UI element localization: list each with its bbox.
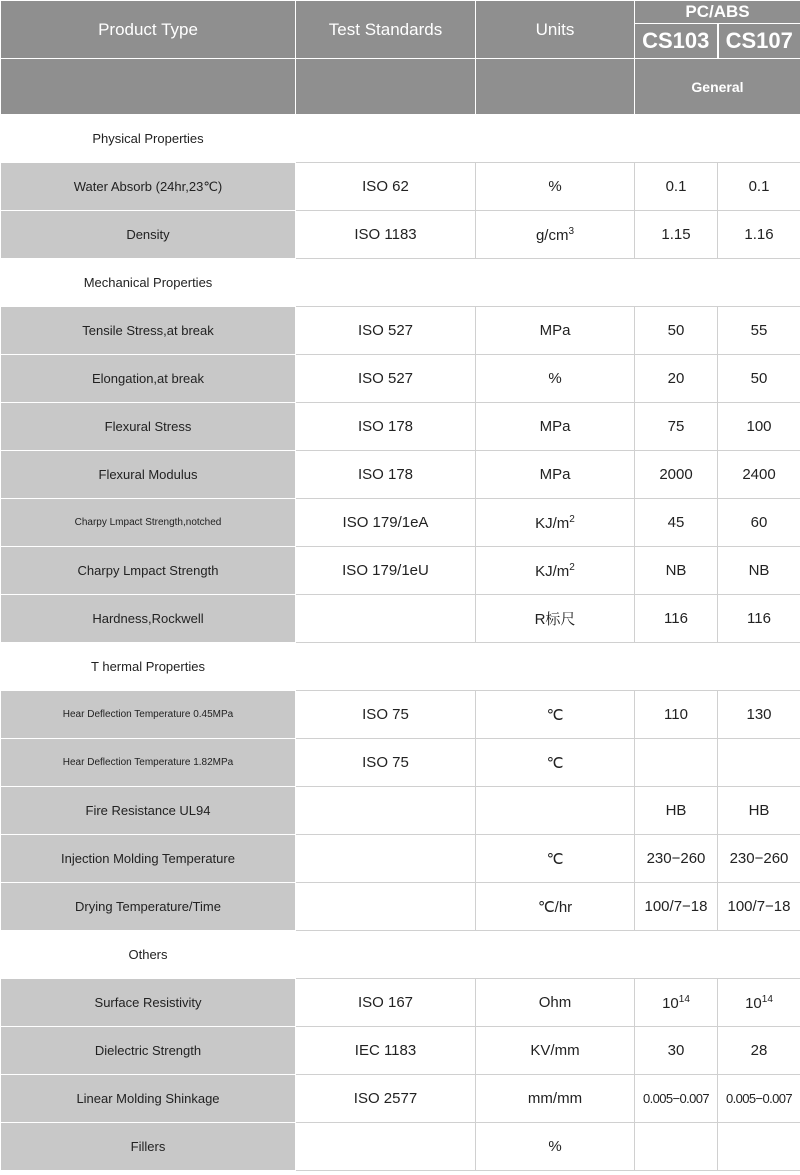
unit xyxy=(476,499,635,547)
value-cs103-text: 10 xyxy=(662,994,679,1012)
unit-text: ℃ xyxy=(546,706,564,724)
property-name xyxy=(1,547,296,595)
section-title: Others xyxy=(128,947,168,962)
unit xyxy=(476,451,635,499)
table-row xyxy=(1,739,800,787)
property-name xyxy=(1,835,296,883)
material-name: PC/ABS xyxy=(635,1,800,24)
value-cs103-text: 45 xyxy=(667,514,685,531)
section-spacer xyxy=(296,115,800,163)
table-row xyxy=(1,499,800,547)
test-standard xyxy=(296,1027,476,1075)
table-row xyxy=(1,787,800,835)
header-blank-3 xyxy=(476,59,635,115)
table-row xyxy=(1,451,800,499)
value-cs103-text: 230−260 xyxy=(646,850,706,867)
value-cs103-text: HB xyxy=(665,802,687,819)
unit xyxy=(476,547,635,595)
unit-text: MPa xyxy=(539,418,571,435)
test-standard xyxy=(296,691,476,739)
property-name xyxy=(1,979,296,1027)
property-name xyxy=(1,451,296,499)
table-row xyxy=(1,403,800,451)
value-cs107-text: 10 xyxy=(745,994,762,1012)
unit-text: % xyxy=(548,370,562,387)
value-cs103 xyxy=(635,307,718,355)
section-title: Physical Properties xyxy=(92,131,204,146)
test-standard-text: ISO 62 xyxy=(362,178,409,195)
section-spacer xyxy=(296,259,800,307)
value-cs103-text: 116 xyxy=(664,610,688,627)
header-product-type: Product Type xyxy=(1,1,296,59)
value-cs107-text: 130 xyxy=(746,706,772,723)
value-cs107-text: NB xyxy=(748,562,770,579)
section-row xyxy=(1,115,800,163)
header-test-standards: Test Standards xyxy=(296,1,476,59)
value-cs103 xyxy=(635,739,718,787)
header-subrow xyxy=(1,59,800,115)
test-standard xyxy=(296,1075,476,1123)
property-name xyxy=(1,691,296,739)
value-cs107 xyxy=(718,739,800,787)
value-cs107 xyxy=(718,1123,800,1171)
value-cs107-text: 100/7−18 xyxy=(727,898,791,915)
property-name-text: Fire Resistance UL94 xyxy=(85,803,211,818)
test-standard xyxy=(296,307,476,355)
property-name xyxy=(1,1123,296,1171)
value-cs103 xyxy=(635,979,718,1027)
value-cs107-text: 2400 xyxy=(742,466,776,483)
unit xyxy=(476,355,635,403)
property-name xyxy=(1,1027,296,1075)
value-cs103 xyxy=(635,211,718,259)
property-name-text: Tensile Stress,at break xyxy=(82,323,214,338)
value-cs107 xyxy=(718,1075,800,1123)
test-standard xyxy=(296,355,476,403)
property-name xyxy=(1,787,296,835)
value-cs107 xyxy=(718,451,800,499)
section-row xyxy=(1,931,800,979)
unit-text: MPa xyxy=(539,466,571,483)
test-standard xyxy=(296,835,476,883)
value-cs103 xyxy=(635,499,718,547)
test-standard-text: ISO 167 xyxy=(357,994,414,1011)
property-name-text: Flexural Modulus xyxy=(98,467,198,482)
value-cs107-text: 28 xyxy=(750,1042,768,1059)
value-cs103 xyxy=(635,1027,718,1075)
value-cs103 xyxy=(635,1123,718,1171)
unit-text: R标尺 xyxy=(534,611,576,628)
test-standard-text: ISO 178 xyxy=(357,418,414,435)
value-cs103 xyxy=(635,835,718,883)
unit xyxy=(476,403,635,451)
value-cs103 xyxy=(635,451,718,499)
table-row xyxy=(1,355,800,403)
header-row xyxy=(1,1,800,59)
unit-text: % xyxy=(548,1138,562,1155)
value-cs107-text: 50 xyxy=(750,370,768,387)
property-name-text: Injection Molding Temperature xyxy=(61,851,235,866)
value-cs103-text: 100/7−18 xyxy=(644,898,708,915)
property-name-text: Linear Molding Shinkage xyxy=(76,1091,220,1106)
value-cs103-text: 0.005−0.007 xyxy=(642,1091,710,1106)
table-row xyxy=(1,307,800,355)
value-cs107-text: HB xyxy=(748,802,770,819)
test-standard xyxy=(296,595,476,643)
value-cs103 xyxy=(635,883,718,931)
value-cs107 xyxy=(718,211,800,259)
test-standard xyxy=(296,451,476,499)
property-name-text: Hear Deflection Temperature 0.45MPa xyxy=(62,709,234,720)
test-standard-text: ISO 1183 xyxy=(354,226,417,243)
unit xyxy=(476,595,635,643)
value-cs103-text: 2000 xyxy=(659,466,693,483)
property-name-text: Charpy Lmpact Strength xyxy=(77,563,219,578)
unit-text: KJ/m xyxy=(535,514,570,532)
property-name-text: Elongation,at break xyxy=(91,371,205,386)
table-row xyxy=(1,979,800,1027)
value-cs103 xyxy=(635,163,718,211)
value-cs107-text: 1.16 xyxy=(744,226,774,243)
table-row xyxy=(1,595,800,643)
unit-text: KV/mm xyxy=(530,1042,580,1059)
property-name-text: Fillers xyxy=(130,1139,166,1154)
section-spacer xyxy=(296,931,800,979)
value-cs103-text: 0.1 xyxy=(665,178,687,195)
unit-exponent: 3 xyxy=(568,225,575,237)
table-row xyxy=(1,835,800,883)
value-cs103 xyxy=(635,787,718,835)
unit xyxy=(476,787,635,835)
value-cs107 xyxy=(718,307,800,355)
table-row xyxy=(1,1123,800,1171)
value-cs103-text: 1.15 xyxy=(661,226,691,243)
value-cs103 xyxy=(635,355,718,403)
test-standard-text: ISO 179/1eU xyxy=(342,562,429,579)
value-cs107 xyxy=(718,691,800,739)
property-name-text: Drying Temperature/Time xyxy=(75,899,221,914)
section-title: T hermal Properties xyxy=(91,659,205,674)
value-cs103 xyxy=(635,1075,718,1123)
value-cs103-text: NB xyxy=(665,562,687,579)
property-name-text: Hardness,Rockwell xyxy=(92,611,204,626)
grade-cs103: CS103 xyxy=(642,28,710,53)
table-row xyxy=(1,163,800,211)
unit xyxy=(476,883,635,931)
property-name xyxy=(1,499,296,547)
value-exponent: 14 xyxy=(678,993,690,1005)
table-body xyxy=(1,115,800,1171)
property-name-text: Density xyxy=(126,227,170,242)
unit xyxy=(476,163,635,211)
value-cs107 xyxy=(718,355,800,403)
value-cs103 xyxy=(635,595,718,643)
table-row xyxy=(1,883,800,931)
test-standard-text: ISO 2577 xyxy=(353,1090,418,1107)
property-name-text: Dielectric Strength xyxy=(94,1043,202,1058)
property-name-text: Water Absorb (24hr,23℃) xyxy=(73,178,223,194)
table-row xyxy=(1,211,800,259)
unit-text: mm/mm xyxy=(527,1090,583,1107)
test-standard xyxy=(296,739,476,787)
value-cs103 xyxy=(635,691,718,739)
property-name xyxy=(1,403,296,451)
value-cs103 xyxy=(635,547,718,595)
table-row xyxy=(1,1027,800,1075)
test-standard-text: IEC 1183 xyxy=(354,1042,417,1059)
test-standard xyxy=(296,163,476,211)
section-title: Mechanical Properties xyxy=(83,275,213,290)
test-standard xyxy=(296,883,476,931)
test-standard-text: ISO 75 xyxy=(362,754,409,771)
unit-text: Ohm xyxy=(538,994,572,1011)
property-name-text: Charpy Lmpact Strength,notched xyxy=(74,517,222,528)
test-standard-text: ISO 527 xyxy=(357,370,414,387)
value-cs107 xyxy=(718,1027,800,1075)
unit-exponent: 2 xyxy=(569,561,575,573)
value-cs103-text: 50 xyxy=(667,322,685,339)
value-cs107-text: 55 xyxy=(750,322,768,339)
value-cs107-text: 0.005−0.007 xyxy=(725,1091,793,1106)
unit-exponent: 2 xyxy=(569,513,575,525)
unit-text: ℃ xyxy=(546,850,564,868)
unit-text: g/cm xyxy=(535,226,569,244)
test-standard xyxy=(296,211,476,259)
unit xyxy=(476,835,635,883)
value-cs107 xyxy=(718,883,800,931)
table-row xyxy=(1,1075,800,1123)
value-cs107-text: 116 xyxy=(747,610,771,627)
test-standard xyxy=(296,1123,476,1171)
table-row xyxy=(1,547,800,595)
value-cs103-text: 20 xyxy=(667,370,685,387)
test-standard-text: ISO 527 xyxy=(357,322,414,339)
value-cs107 xyxy=(718,499,800,547)
test-standard xyxy=(296,547,476,595)
header-blank-1 xyxy=(1,59,296,115)
test-standard-text: ISO 179/1eA xyxy=(342,514,429,531)
usage-label: General xyxy=(635,59,800,115)
value-cs103-text: 30 xyxy=(667,1042,685,1059)
section-spacer xyxy=(296,643,800,691)
section-row xyxy=(1,259,800,307)
test-standard-text: ISO 178 xyxy=(357,466,414,483)
unit xyxy=(476,211,635,259)
property-name xyxy=(1,883,296,931)
property-name xyxy=(1,1075,296,1123)
property-name-text: Surface Resistivity xyxy=(94,995,202,1010)
header-units: Units xyxy=(476,1,635,59)
value-cs107-text: 100 xyxy=(746,418,772,435)
value-cs103-text: 110 xyxy=(664,706,688,723)
unit-text: KJ/m xyxy=(535,562,570,580)
value-cs103 xyxy=(635,403,718,451)
property-name-text: Flexural Stress xyxy=(104,419,192,434)
value-cs103-text: 75 xyxy=(667,418,685,435)
test-standard xyxy=(296,979,476,1027)
test-standard xyxy=(296,499,476,547)
value-cs107-text: 0.1 xyxy=(748,178,770,195)
test-standard xyxy=(296,403,476,451)
test-standard xyxy=(296,787,476,835)
value-cs107 xyxy=(718,835,800,883)
unit xyxy=(476,979,635,1027)
header-material xyxy=(635,1,800,59)
property-name xyxy=(1,595,296,643)
unit-text: % xyxy=(548,178,562,195)
table-row xyxy=(1,691,800,739)
section-row xyxy=(1,643,800,691)
grade-cs107: CS107 xyxy=(717,24,800,58)
header-blank-2 xyxy=(296,59,476,115)
value-cs107 xyxy=(718,547,800,595)
unit-text: ℃/hr xyxy=(537,898,573,916)
unit xyxy=(476,739,635,787)
unit-text: MPa xyxy=(539,322,571,339)
value-cs107 xyxy=(718,163,800,211)
property-name xyxy=(1,739,296,787)
test-standard-text: ISO 75 xyxy=(362,706,409,723)
unit xyxy=(476,1075,635,1123)
property-name-text: Hear Deflection Temperature 1.82MPa xyxy=(62,757,234,768)
value-cs107 xyxy=(718,787,800,835)
unit xyxy=(476,1027,635,1075)
unit xyxy=(476,307,635,355)
value-cs107 xyxy=(718,403,800,451)
property-name xyxy=(1,163,296,211)
unit xyxy=(476,691,635,739)
value-exponent: 14 xyxy=(761,993,773,1005)
value-cs107 xyxy=(718,595,800,643)
value-cs107 xyxy=(718,979,800,1027)
value-cs107-text: 230−260 xyxy=(729,850,789,867)
unit-text: ℃ xyxy=(546,754,564,772)
unit xyxy=(476,1123,635,1171)
value-cs107-text: 60 xyxy=(750,514,768,531)
property-name xyxy=(1,355,296,403)
property-name xyxy=(1,211,296,259)
property-name xyxy=(1,307,296,355)
